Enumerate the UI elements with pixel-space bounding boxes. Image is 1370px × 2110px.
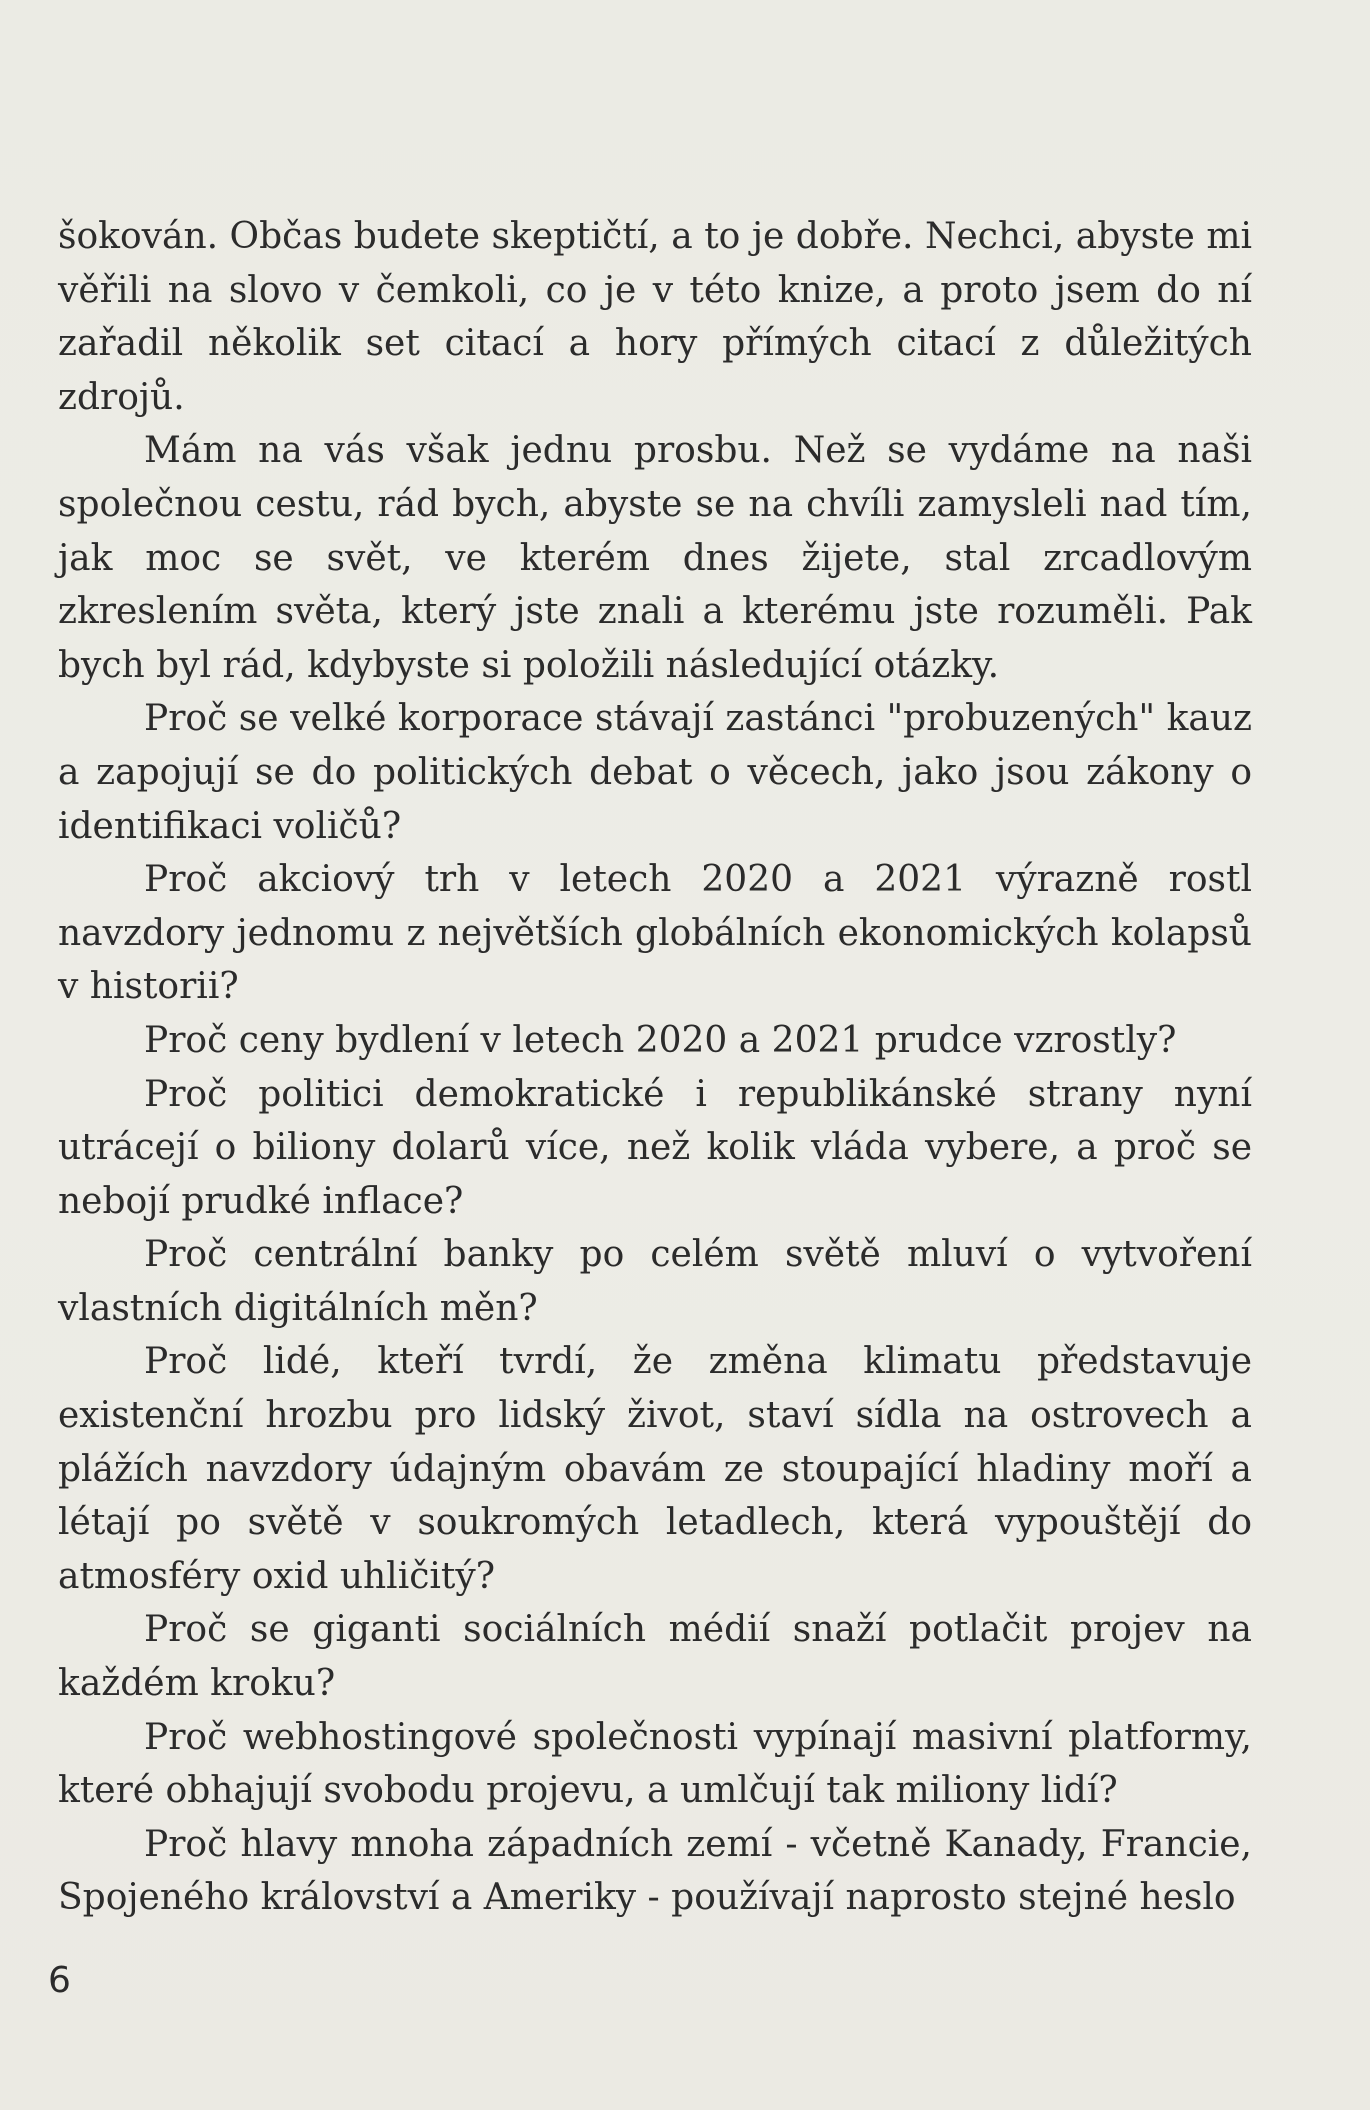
paragraph-2: Mám na vás však jednu prosbu. Než se vydáme na naši společnou cestu, rád bych, abyste se na chvíli zamysleli nad tím, jak moc se svět, ve kterém dnes žijete, stal zrcadlovým zkreslením světa, který jste znali a kterému jste rozuměli. Pak bych byl rád, kdybyste si položili následující otázky. bbox=[58, 430, 1252, 686]
paragraph-5: Proč ceny bydlení v letech 2020 a 2021 prudce vzrostly? bbox=[144, 1019, 1177, 1061]
paragraph-6: Proč politici demokratické i republikánské strany nyní utrácejí o biliony dolarů více, než kolik vláda vybere, a proč se nebojí prudké inflace? bbox=[58, 1073, 1252, 1222]
paragraph-9: Proč se giganti sociálních médií snaží potlačit projev na každém kroku? bbox=[58, 1609, 1252, 1705]
paragraph-3: Proč se velké korporace stávají zastánci "probuzených" kauz a zapojují se do politických debat o věcech, jako jsou zákony o identifikaci voličů? bbox=[58, 698, 1252, 847]
paragraph-10: Proč webhostingové společnosti vypínají masivní platformy, které obhajují svobodu projevu, a umlčují tak miliony lidí? bbox=[58, 1716, 1252, 1812]
paragraph-7: Proč centrální banky po celém světě mluví o vytvoření vlastních digitálních měn? bbox=[58, 1234, 1252, 1329]
page-number: 6 bbox=[48, 1960, 71, 2001]
paragraph-11: Proč hlavy mnoha západních zemí - včetně Kanady, Francie, Spojeného království a Ameriky - používají naprosto stejné heslo bbox=[58, 1823, 1252, 1919]
body-text bbox=[58, 210, 1252, 1925]
paragraph-4: Proč akciový trh v letech 2020 a 2021 výrazně rostl navzdory jednomu z největších globálních ekonomických kolapsů v historii? bbox=[58, 859, 1252, 1008]
paragraph-8: Proč lidé, kteří tvrdí, že změna klimatu představuje existenční hrozbu pro lidský život, staví sídla na ostrovech a plážích navzdory údajným obavám ze stoupající hladiny moří a létají po světě v soukromých letadlech, která vypouštějí do atmosféry oxid uhličitý? bbox=[58, 1341, 1252, 1597]
paragraph-1: šokován. Občas budete skeptičtí, a to je dobře. Nechci, abyste mi věřili na slovo v čemkoli, co je v této knize, a proto jsem do ní zařadil několik set citací a hory přímých citací z důležitých zdrojů. bbox=[58, 216, 1252, 418]
